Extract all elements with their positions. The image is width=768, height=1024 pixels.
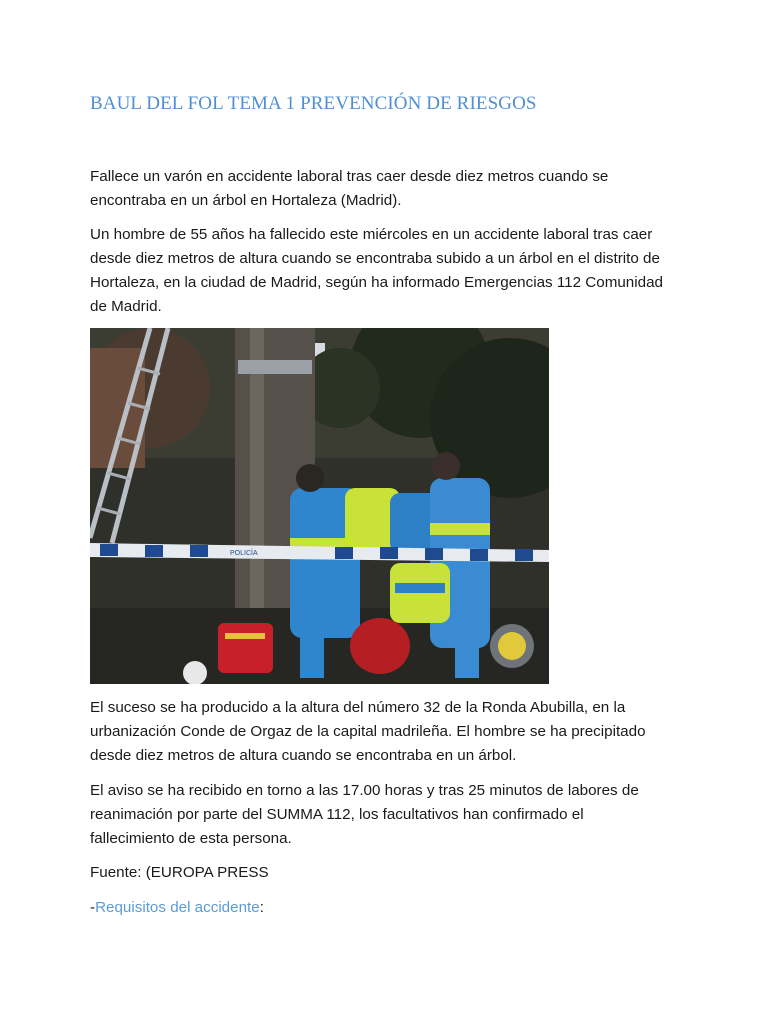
paragraph-intro: Un hombre de 55 años ha fallecido este miércoles en un accidente laboral tras caer desde diez metros de altura cuando se encontraba subido a un árbol en el distrito de Hortaleza, en la ciudad de Madrid, según ha informado Emergencias 112 Comunidad de Madrid. [90,226,663,315]
requisitos-line [90,896,665,920]
requisitos-prefix: - [90,899,96,916]
requisitos-suffix: : [259,899,264,916]
paragraph-location: El suceso se ha producido a la altura del número 32 de la Ronda Abubilla, en la urbanización Conde de Orgaz de la capital madrileña. El hombre se ha precipitado desde diez metros de altura cuando se encontraba en un árbol. [90,699,646,764]
paragraph-headline: Fallece un varón en accidente laboral tras caer desde diez metros cuando se encontraba en un árbol en Hortaleza (Madrid). [90,168,609,209]
paragraph-details: El aviso se ha recibido en torno a las 17.00 horas y tras 25 minutos de labores de reanimación por parte del SUMMA 112, los facultativos han confirmado el fallecimiento de esta persona. [90,782,639,847]
paragraph-source: Fuente: (EUROPA PRESS [90,864,269,881]
accident-scene-photo [90,328,549,684]
police-tape-text: POLICÍA [230,550,258,557]
document-title: BAUL DEL FOL TEMA 1 PREVENCIÓN DE RIESGOS [90,93,537,114]
requisitos-link[interactable]: Requisitos del accidente [95,899,260,916]
